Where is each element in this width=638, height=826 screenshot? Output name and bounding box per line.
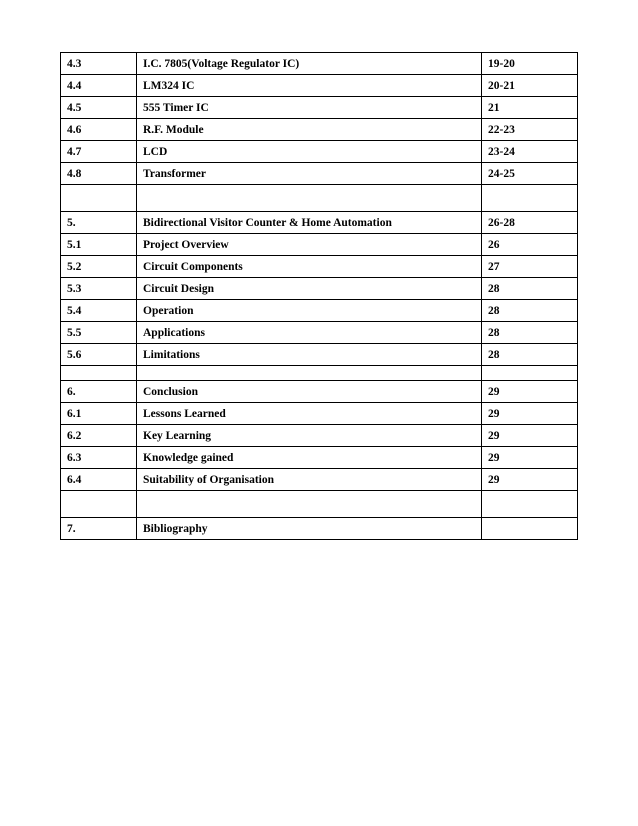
section-title: Applications — [137, 322, 482, 344]
page-range — [482, 185, 578, 212]
section-number: 5.4 — [61, 300, 137, 322]
section-number: 6. — [61, 381, 137, 403]
toc-spacer-row — [61, 491, 578, 518]
page-range: 28 — [482, 278, 578, 300]
page-range: 29 — [482, 381, 578, 403]
page-range — [482, 366, 578, 381]
section-number: 6.3 — [61, 447, 137, 469]
section-title — [137, 491, 482, 518]
toc-row — [61, 403, 578, 425]
page-range: 22-23 — [482, 119, 578, 141]
section-number: 6.1 — [61, 403, 137, 425]
section-title: Operation — [137, 300, 482, 322]
section-number: 6.4 — [61, 469, 137, 491]
section-number: 5.3 — [61, 278, 137, 300]
section-number — [61, 366, 137, 381]
toc-row — [61, 256, 578, 278]
section-title: Conclusion — [137, 381, 482, 403]
section-title: 555 Timer IC — [137, 97, 482, 119]
table-of-contents — [60, 52, 578, 540]
section-title: Key Learning — [137, 425, 482, 447]
toc-row — [61, 447, 578, 469]
section-number: 7. — [61, 518, 137, 540]
toc-row — [61, 300, 578, 322]
page-range — [482, 518, 578, 540]
page-range: 24-25 — [482, 163, 578, 185]
section-number: 6.2 — [61, 425, 137, 447]
toc-row — [61, 344, 578, 366]
section-title: LM324 IC — [137, 75, 482, 97]
page-range — [482, 491, 578, 518]
toc-row — [61, 518, 578, 540]
section-title: Transformer — [137, 163, 482, 185]
section-title: Circuit Components — [137, 256, 482, 278]
toc-row — [61, 278, 578, 300]
section-number: 5.5 — [61, 322, 137, 344]
section-title: Bibliography — [137, 518, 482, 540]
page-range: 26 — [482, 234, 578, 256]
toc-row — [61, 163, 578, 185]
section-number: 4.8 — [61, 163, 137, 185]
toc-row — [61, 425, 578, 447]
toc-row — [61, 381, 578, 403]
page-range: 27 — [482, 256, 578, 278]
page-range: 28 — [482, 300, 578, 322]
section-title: Project Overview — [137, 234, 482, 256]
page-range: 26-28 — [482, 212, 578, 234]
section-title: Circuit Design — [137, 278, 482, 300]
page-range: 28 — [482, 322, 578, 344]
section-number: 4.3 — [61, 53, 137, 75]
page-range: 29 — [482, 403, 578, 425]
toc-row — [61, 212, 578, 234]
section-title: Suitability of Organisation — [137, 469, 482, 491]
page-range: 29 — [482, 469, 578, 491]
section-number: 4.4 — [61, 75, 137, 97]
section-number: 5.6 — [61, 344, 137, 366]
toc-row — [61, 75, 578, 97]
section-number — [61, 185, 137, 212]
page-range: 19-20 — [482, 53, 578, 75]
section-title — [137, 185, 482, 212]
page-range: 29 — [482, 425, 578, 447]
toc-spacer-row — [61, 185, 578, 212]
toc-row — [61, 322, 578, 344]
toc-row — [61, 97, 578, 119]
toc-row — [61, 469, 578, 491]
page-range: 21 — [482, 97, 578, 119]
section-title: LCD — [137, 141, 482, 163]
page-range: 28 — [482, 344, 578, 366]
section-title: Lessons Learned — [137, 403, 482, 425]
section-title: Bidirectional Visitor Counter & Home Automation — [137, 212, 482, 234]
section-number: 5.1 — [61, 234, 137, 256]
section-number: 4.6 — [61, 119, 137, 141]
toc-spacer-row — [61, 366, 578, 381]
page-range: 23-24 — [482, 141, 578, 163]
section-number: 5.2 — [61, 256, 137, 278]
page-range: 20-21 — [482, 75, 578, 97]
toc-row — [61, 141, 578, 163]
section-number: 4.5 — [61, 97, 137, 119]
section-title: I.C. 7805(Voltage Regulator IC) — [137, 53, 482, 75]
section-title: R.F. Module — [137, 119, 482, 141]
section-title: Knowledge gained — [137, 447, 482, 469]
toc-row — [61, 119, 578, 141]
section-title: Limitations — [137, 344, 482, 366]
section-number — [61, 491, 137, 518]
section-title — [137, 366, 482, 381]
section-number: 4.7 — [61, 141, 137, 163]
section-number: 5. — [61, 212, 137, 234]
toc-row — [61, 234, 578, 256]
page-range: 29 — [482, 447, 578, 469]
toc-row — [61, 53, 578, 75]
